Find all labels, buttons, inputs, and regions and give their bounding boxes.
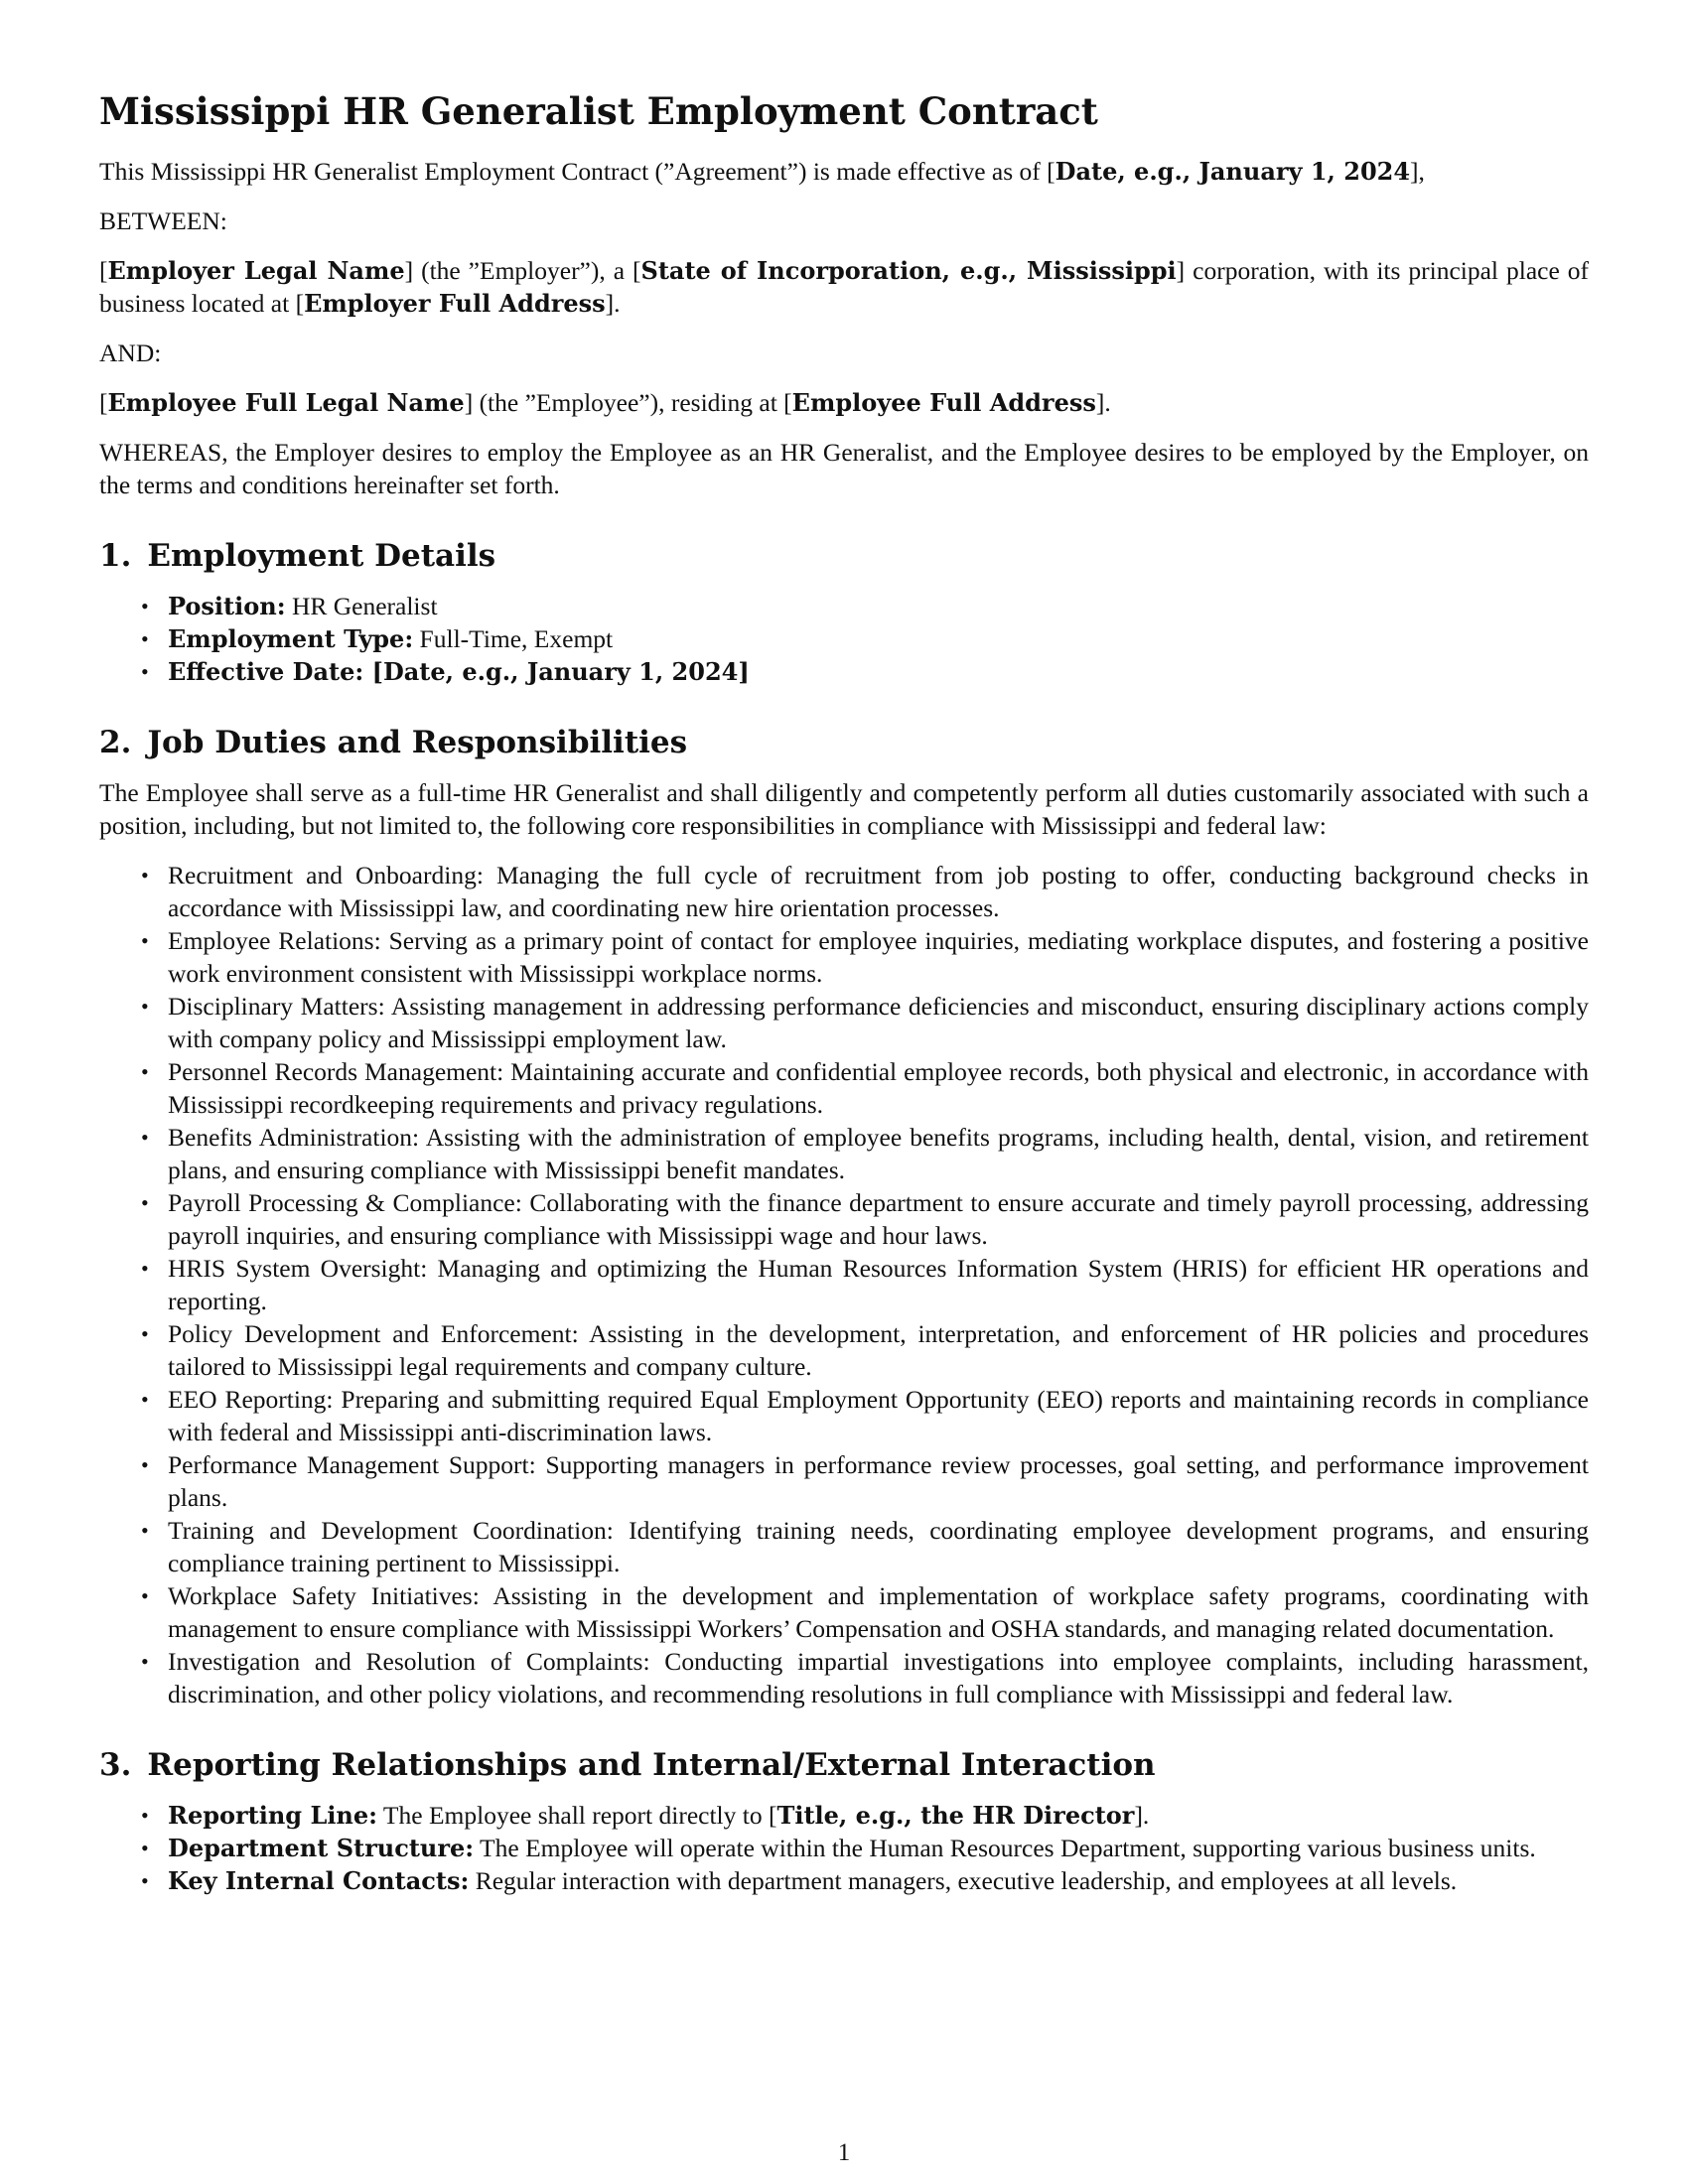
item-value: Regular interaction with department managers, executive leadership, and employees at all levels. — [469, 1866, 1458, 1895]
duty-text: Employee Relations: Serving as a primary point of contact for employee inquiries, mediating workplace disputes, and fostering a positive work environment consistent with Mississippi workplace norms. — [168, 926, 1589, 988]
item-label: Position: — [168, 592, 286, 620]
bullet-icon: • — [141, 1518, 149, 1543]
list-item — [141, 990, 1589, 1055]
section-3-title: Reporting Relationships and Internal/External Interaction — [147, 1747, 1156, 1783]
list-item — [141, 859, 1589, 924]
employer-mid2: ] corporation, with its principal place of business located at [ — [99, 256, 1589, 318]
list-item — [141, 1186, 1589, 1252]
bullet-icon: • — [141, 626, 149, 651]
section-2-number: 2. — [99, 725, 132, 760]
section-3-heading — [99, 1745, 1589, 1785]
list-item — [141, 1121, 1589, 1186]
list-item — [141, 622, 1589, 655]
list-item — [141, 1832, 1589, 1864]
bullet-icon: • — [141, 1649, 149, 1674]
bullet-icon: • — [141, 1256, 149, 1281]
bullet-icon: • — [141, 1803, 149, 1828]
section-2-heading — [99, 723, 1589, 762]
item-label: Key Internal Contacts: — [168, 1866, 470, 1895]
bullet-icon: • — [141, 1190, 149, 1215]
item-label: Department Structure: — [168, 1834, 475, 1862]
whereas-paragraph: WHEREAS, the Employer desires to employ the Employee as an HR Generalist, and the Employee desires to be employed by the Employer, on the terms and conditions hereinafter set forth. — [99, 438, 1589, 499]
duty-text: Disciplinary Matters: Assisting management in addressing performance deficiencies and misconduct, ensuring disciplinary actions comply with company policy and Mississippi employment law. — [168, 992, 1589, 1053]
list-item — [141, 590, 1589, 622]
list-item — [141, 1448, 1589, 1514]
document-page — [99, 87, 1589, 1914]
bullet-icon: • — [141, 1868, 149, 1893]
section-1-title: Employment Details — [147, 538, 496, 574]
employer-state: State of Incorporation, e.g., Mississippi — [640, 256, 1177, 285]
intro-end: ], — [1410, 157, 1425, 186]
employee-close: ]. — [1095, 388, 1111, 417]
list-item — [141, 1317, 1589, 1383]
and-label: AND: — [99, 339, 162, 367]
bullet-icon: • — [141, 1059, 149, 1084]
item-value: [Date, e.g., January 1, 2024] — [363, 657, 750, 686]
list-item — [141, 1252, 1589, 1317]
duty-text: Benefits Administration: Assisting with the administration of employee benefits programs, including health, dental, vision, and retirement plans, and ensuring compliance with Mississippi benefit mandates. — [168, 1123, 1589, 1184]
section-3-list — [99, 1799, 1589, 1897]
duty-text: Policy Development and Enforcement: Assisting in the development, interpretation, and enforcement of HR policies and procedures tailored to Mississippi legal requirements and company culture. — [168, 1319, 1589, 1381]
duty-text: Investigation and Resolution of Complaints: Conducting impartial investigations into employee complaints, including harassment, discrimination, and other policy violations, and recommending resolutions in full compliance with Mississippi and federal law. — [168, 1647, 1589, 1708]
page-number: 1 — [837, 2139, 851, 2166]
item-value: HR Generalist — [285, 592, 438, 620]
item-label: Employment Type: — [168, 624, 414, 653]
section-2-intro: The Employee shall serve as a full-time HR Generalist and shall diligently and competently perform all duties customarily associated with such a position, including, but not limited to, the following core responsibilities in compliance with Mississippi and federal law: — [99, 778, 1589, 840]
bullet-icon: • — [141, 1583, 149, 1608]
list-item — [141, 1864, 1589, 1897]
list-item — [141, 924, 1589, 990]
item-end: ]. — [1134, 1801, 1150, 1830]
list-item — [141, 655, 1589, 688]
item-label: Reporting Line: — [168, 1801, 378, 1830]
bullet-icon: • — [141, 1836, 149, 1860]
duty-text: Performance Management Support: Supporting managers in performance review processes, goal setting, and performance improvement plans. — [168, 1450, 1589, 1512]
duty-text: Workplace Safety Initiatives: Assisting in the development and implementation of workplace safety programs, coordinating with management to ensure compliance with Mississippi Workers’ Compensation and OSHA standards, and managing related documentation. — [168, 1581, 1589, 1643]
duty-text: Recruitment and Onboarding: Managing the full cycle of recruitment from job posting to offer, conducting background checks in accordance with Mississippi law, and coordinating new hire orientation processes. — [168, 861, 1589, 922]
document-title: Mississippi HR Generalist Employment Contract — [99, 89, 1098, 133]
employer-mid1: ] (the ”Employer”), a [ — [404, 256, 641, 285]
duty-text: Training and Development Coordination: Identifying training needs, coordinating employee development programs, and ensuring compliance training pertinent to Mississippi. — [168, 1516, 1589, 1577]
bullet-icon: • — [141, 594, 149, 618]
intro-text: This Mississippi HR Generalist Employment Contract (”Agreement”) is made effective as of [ — [99, 157, 1055, 186]
item-bold-value: Title, e.g., the HR Director — [776, 1801, 1135, 1830]
intro-date: Date, e.g., January 1, 2024 — [1055, 157, 1411, 186]
bullet-icon: • — [141, 928, 149, 953]
employer-address: Employer Full Address — [304, 289, 606, 318]
item-value: Full-Time, Exempt — [413, 624, 614, 653]
employee-paragraph — [99, 386, 1589, 419]
section-2-title: Job Duties and Responsibilities — [147, 725, 688, 760]
item-value: The Employee will operate within the Human Resources Department, supporting various business units. — [474, 1834, 1536, 1862]
employee-name: Employee Full Legal Name — [107, 388, 465, 417]
employer-open: [ — [99, 256, 108, 285]
list-item — [141, 1514, 1589, 1579]
item-value: The Employee shall report directly to [ — [377, 1801, 777, 1830]
employee-mid: ] (the ”Employee”), residing at [ — [464, 388, 792, 417]
list-item — [141, 1799, 1589, 1832]
list-item — [141, 1383, 1589, 1448]
bullet-icon: • — [141, 994, 149, 1019]
bullet-icon: • — [141, 1321, 149, 1346]
employer-name: Employer Legal Name — [107, 256, 405, 285]
section-1-number: 1. — [99, 538, 132, 574]
duty-text: EEO Reporting: Preparing and submitting required Equal Employment Opportunity (EEO) reports and maintaining records in compliance with federal and Mississippi anti-discrimination laws. — [168, 1385, 1589, 1446]
item-label: Effective Date: — [168, 657, 364, 686]
intro-paragraph — [99, 155, 1589, 188]
list-item — [141, 1055, 1589, 1121]
bullet-icon: • — [141, 1125, 149, 1150]
list-item — [141, 1579, 1589, 1645]
duty-text: Personnel Records Management: Maintaining accurate and confidential employee records, both physical and electronic, in accordance with Mississippi recordkeeping requirements and privacy regulations. — [168, 1057, 1589, 1119]
duty-text: Payroll Processing & Compliance: Collaborating with the finance department to ensure accurate and timely payroll processing, addressing payroll inquiries, and ensuring compliance with Mississippi wage and hour laws. — [168, 1188, 1589, 1250]
employee-address: Employee Full Address — [791, 388, 1096, 417]
section-3-number: 3. — [99, 1747, 132, 1783]
duty-text: HRIS System Oversight: Managing and optimizing the Human Resources Information System (HRIS) for efficient HR operations and reporting. — [168, 1254, 1589, 1315]
bullet-icon: • — [141, 1452, 149, 1477]
bullet-icon: • — [141, 863, 149, 887]
employer-close: ]. — [605, 289, 621, 318]
section-2-list — [99, 859, 1589, 1710]
section-1-list — [99, 590, 1589, 688]
list-item — [141, 1645, 1589, 1710]
section-1-heading — [99, 536, 1589, 576]
bullet-icon: • — [141, 1387, 149, 1412]
bullet-icon: • — [141, 659, 149, 684]
employer-paragraph — [99, 254, 1589, 320]
employee-open: [ — [99, 388, 108, 417]
between-label: BETWEEN: — [99, 206, 227, 235]
